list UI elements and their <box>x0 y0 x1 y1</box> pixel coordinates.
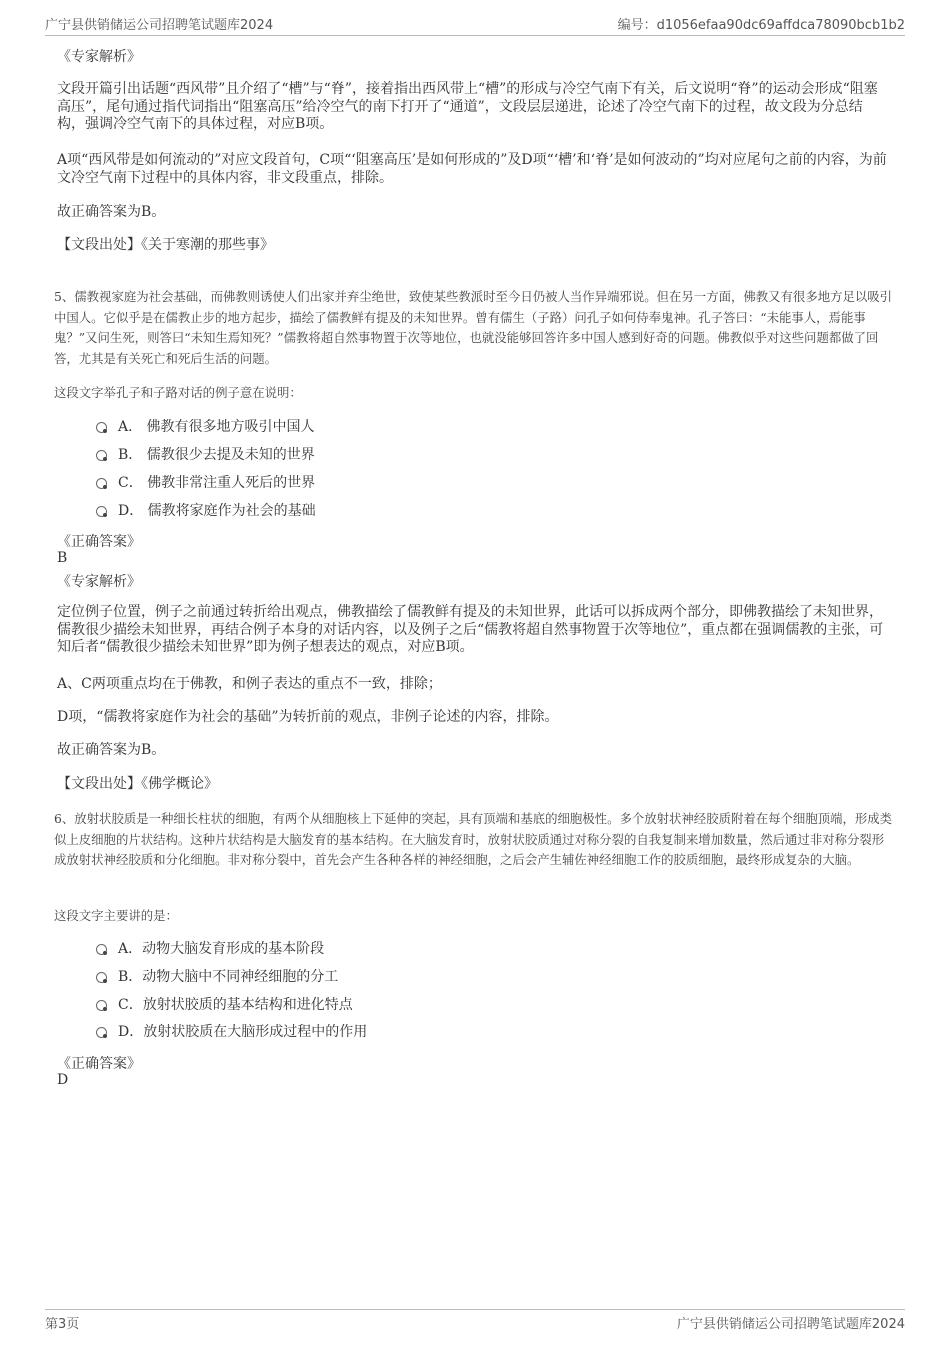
q5-option-d-label: D． 儒教将家庭作为社会的基础 <box>118 503 316 519</box>
footer-divider <box>45 1309 905 1310</box>
q5-option-b-label: B． 儒教很少去提及未知的世界 <box>118 447 315 463</box>
q5-analysis-label: 《专家解析》 <box>57 574 141 590</box>
q6-stem: 6、放射状胶质是一种细长柱状的细胞，有两个从细胞核上下延伸的突起，具有顶端和基底的细胞极性。多个放射状神经胶质附着在每个细胞顶端，形成类似上皮细胞的片状结构。这种片状结构是大脑发育的基本结构。在大脑发育时，放射状胶质通过对称分裂的自我复制来增加数量，然后通过非对称分裂形成放射状神经胶质和分化细胞。非对称分裂中，首先会产生各种各样的神经细胞，之后会产生辅佐神经细胞工作的胶质细胞，最终形成复杂的大脑。 <box>54 811 893 867</box>
radio-button-icon[interactable] <box>96 1000 107 1011</box>
q5-stem: 5、儒教视家庭为社会基础，而佛教则诱使人们出家并弃尘绝世，致使某些教派时至今日仍被人当作异端邪说。但在另一方面，佛教又有很多地方足以吸引中国人。它似乎是在儒教止步的地方起步，描绘了儒教鲜有提及的未知世界。曾有儒生（子路）问孔子如何侍奉鬼神。孔子答曰：“未能事人，焉能事鬼？”又问生死，则答曰“未知生焉知死？”儒教将超自然事物置于次等地位，也就没能够回答许多中国人感到好奇的问题。佛教似乎对这些问题都做了回答，尤其是有关死亡和死后生活的问题。 <box>54 289 893 366</box>
q4-source: 【文段出处】《关于寒潮的那些事》 <box>57 237 274 253</box>
q5-analysis-paragraph-2: A、C两项重点均在于佛教，和例子表达的重点不一致，排除； <box>57 676 442 692</box>
q6-option-b-label: B．动物大脑中不同神经细胞的分工 <box>118 969 339 985</box>
header-doc-id: 编号：d1056efaa90dc69affdca78090bcb1b2 <box>617 18 905 33</box>
q6-answer: D <box>57 1072 69 1088</box>
q6-prompt: 这段文字主要讲的是： <box>54 908 178 923</box>
q4-analysis-paragraph-2: A项“西风带是如何流动的”对应文段首句，C项“‘阻塞高压’是如何形成的”及D项“‘槽’和‘脊’是如何波动的”均对应尾句之前的内容，为前文冷空气南下过程中的具体内容，非文段重点，排除。 <box>57 152 887 186</box>
q5-option-a-label: A． 佛教有很多地方吸引中国人 <box>118 419 315 435</box>
q5-analysis-paragraph-1: 定位例子位置，例子之前通过转折给出观点，佛教描绘了儒教鲜有提及的未知世界，此话可以拆成两个部分，即佛教描绘了未知世界，儒教很少描绘未知世界，再结合例子本身的对话内容，以及例子之后“儒教将超自然事物置于次等地位”，重点都在强调儒教的主张，可知后者“儒教很少描绘未知世界”即为例子想表达的观点，对应B项。 <box>57 604 884 655</box>
page-footer <box>45 1313 905 1331</box>
q5-answer: B <box>57 550 68 566</box>
q5-source: 【文段出处】《佛学概论》 <box>57 776 218 792</box>
header-doc-title: 广宁县供销储运公司招聘笔试题库2024 <box>45 18 274 33</box>
radio-button-icon[interactable] <box>96 1027 107 1038</box>
q6-answer-label: 《正确答案》 <box>57 1056 141 1072</box>
q5-option-c-label: C． 佛教非常注重人死后的世界 <box>118 475 316 491</box>
q4-analysis-paragraph-3: 故正确答案为B。 <box>57 204 166 220</box>
footer-doc-title: 广宁县供销储运公司招聘笔试题库2024 <box>676 1317 905 1332</box>
q6-option-d-label: D．放射状胶质在大脑形成过程中的作用 <box>118 1024 368 1040</box>
page-header <box>45 14 905 32</box>
radio-button-icon[interactable] <box>96 422 107 433</box>
radio-button-icon[interactable] <box>96 450 107 461</box>
q5-answer-label: 《正确答案》 <box>57 534 141 550</box>
q4-analysis-paragraph-1: 文段开篇引出话题“西风带”且介绍了“槽”与“脊”，接着指出西风带上“槽”的形成与冷空气南下有关，后文说明“脊”的运动会形成“阻塞高压”，尾句通过指代词指出“阻塞高压”给冷空气的南下打开了“通道”，文段层层递进，论述了冷空气南下的过程，故文段为分总结构，强调冷空气南下的具体过程，对应B项。 <box>57 81 878 132</box>
q5-analysis-paragraph-3: D项，“儒教将家庭作为社会的基础”为转折前的观点，非例子论述的内容，排除。 <box>57 709 559 725</box>
q5-prompt: 这段文字举孔子和子路对话的例子意在说明： <box>54 385 302 400</box>
radio-button-icon[interactable] <box>96 478 107 489</box>
q6-option-c-label: C．放射状胶质的基本结构和进化特点 <box>118 997 353 1013</box>
radio-button-icon[interactable] <box>96 944 107 955</box>
radio-button-icon[interactable] <box>96 972 107 983</box>
footer-page-number: 第3页 <box>45 1317 80 1332</box>
q6-option-a-label: A．动物大脑发育形成的基本阶段 <box>118 941 325 957</box>
q4-analysis-label: 《专家解析》 <box>57 49 141 65</box>
q5-analysis-paragraph-4: 故正确答案为B。 <box>57 742 166 758</box>
header-divider <box>45 35 905 36</box>
radio-button-icon[interactable] <box>96 506 107 517</box>
